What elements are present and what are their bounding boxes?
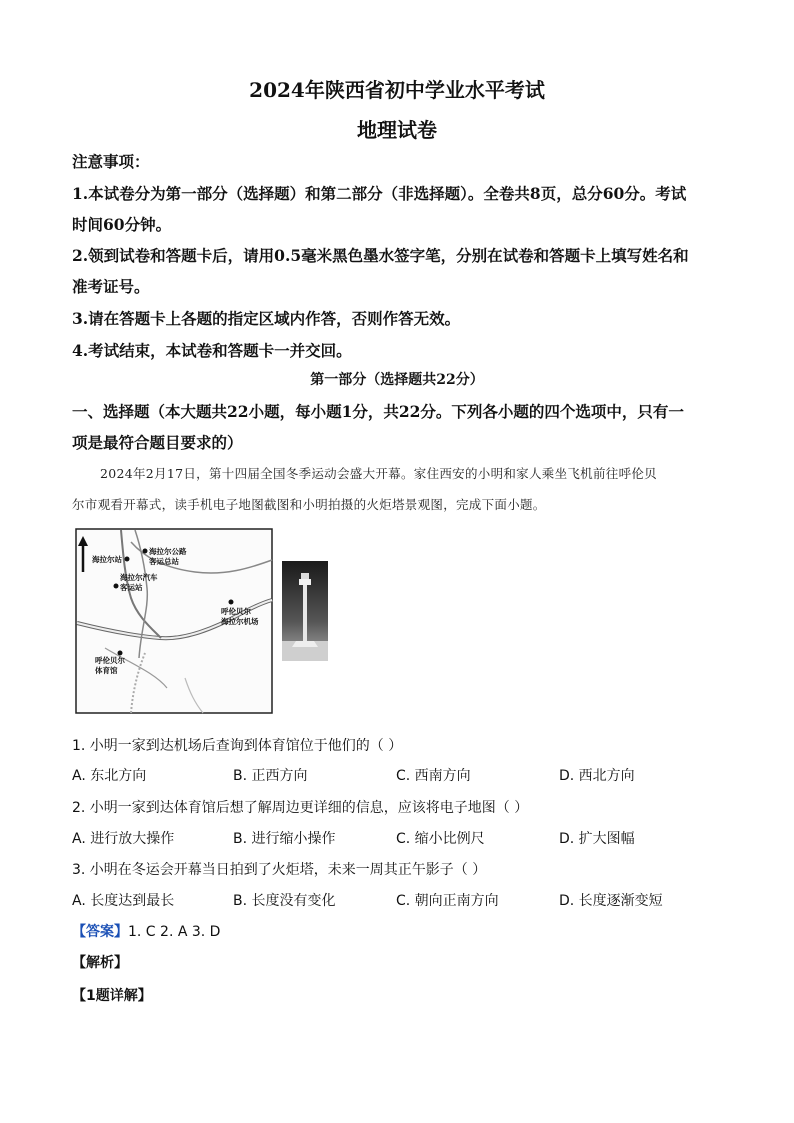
- question-3-option-c[interactable]: C. 朝向正南方向: [396, 893, 499, 909]
- question-1-stem: 1. 小明一家到达机场后查询到体育馆位于他们的（ ）: [72, 738, 403, 754]
- answer-tag: 【答案】: [72, 924, 128, 940]
- question-3-stem: 3. 小明在冬运会开幕当日拍到了火炬塔，未来一周其正午影子（ ）: [72, 862, 487, 878]
- question-1-option-c[interactable]: C. 西南方向: [396, 768, 471, 784]
- part1-title: 第一部分（选择题共22分）: [310, 372, 484, 388]
- intro-text: 2024年2月17日，第十四届全国冬季运动会盛大开幕。家住西安的小明和家人乘坐飞机前往呼伦贝: [100, 466, 657, 481]
- map-label-airport-2: 海拉尔机场: [221, 617, 259, 626]
- question-2-stem: 2. 小明一家到达体育馆后想了解周边更详细的信息，应该将电子地图（ ）: [72, 800, 529, 816]
- question-2-option-a[interactable]: A. 进行放大操作: [72, 831, 175, 847]
- question-3-option-a[interactable]: A. 长度达到最长: [72, 893, 175, 909]
- map-label-bus-station-2: 客运站: [120, 583, 143, 592]
- question-2-option-d[interactable]: D. 扩大图幅: [559, 831, 635, 847]
- question-3-option-b[interactable]: B. 长度没有变化: [233, 893, 336, 909]
- answer-line: [72, 921, 220, 941]
- question-1-option-d[interactable]: D. 西北方向: [559, 768, 635, 784]
- map-label-gym: 呼伦贝尔: [95, 656, 125, 665]
- map-figure: [75, 528, 273, 714]
- question-3-option-d[interactable]: D. 长度逐渐变短: [559, 893, 663, 909]
- question-1-option-a[interactable]: A. 东北方向: [72, 768, 147, 784]
- notes-heading: 注意事项：: [72, 152, 150, 171]
- notes-item: 时间60分钟。: [72, 215, 172, 234]
- page-title: 2024年陕西省初中学业水平考试: [249, 78, 545, 102]
- analysis-tag: 【解析】: [72, 955, 128, 971]
- answer-text: 1. C 2. A 3. D: [128, 924, 221, 940]
- intro-text: 尔市观看开幕式，读手机电子地图截图和小明拍摄的火炬塔景观图，完成下面小题。: [72, 497, 546, 512]
- map-label-airport: 呼伦贝尔: [221, 607, 251, 616]
- notes-item: 4.考试结束，本试卷和答题卡一并交回。: [72, 341, 352, 360]
- notes-item: 准考证号。: [72, 277, 150, 296]
- notes-item: 1.本试卷分为第一部分（选择题）和第二部分（非选择题）。全卷共8页，总分60分。考试: [72, 184, 687, 203]
- map-label-hailar-station: 海拉尔站: [92, 555, 122, 564]
- map-label-highway-station-2: 客运总站: [149, 557, 179, 566]
- notes-item: 3.请在答题卡上各题的指定区域内作答，否则作答无效。: [72, 309, 461, 328]
- map-label-gym-2: 体育馆: [95, 666, 118, 675]
- question-2-option-b[interactable]: B. 进行缩小操作: [233, 831, 336, 847]
- question-2-option-c[interactable]: C. 缩小比例尺: [396, 831, 485, 847]
- map-label-bus-station: 海拉尔汽车: [120, 573, 158, 582]
- section-heading: 项是最符合题目要求的）: [72, 433, 243, 452]
- map-label-highway-station: 海拉尔公路: [149, 547, 187, 556]
- section-heading: 一、选择题（本大题共22小题，每小题1分，共22分。下列各小题的四个选项中，只有一: [72, 402, 684, 421]
- question-1-option-b[interactable]: B. 正西方向: [233, 768, 308, 784]
- page-subtitle: 地理试卷: [357, 118, 437, 142]
- detail-tag: 【1题详解】: [72, 988, 152, 1004]
- torch-tower-photo: [282, 561, 328, 661]
- notes-item: 2.领到试卷和答题卡后，请用0.5毫米黑色墨水签字笔，分别在试卷和答题卡上填写姓名和: [72, 246, 689, 265]
